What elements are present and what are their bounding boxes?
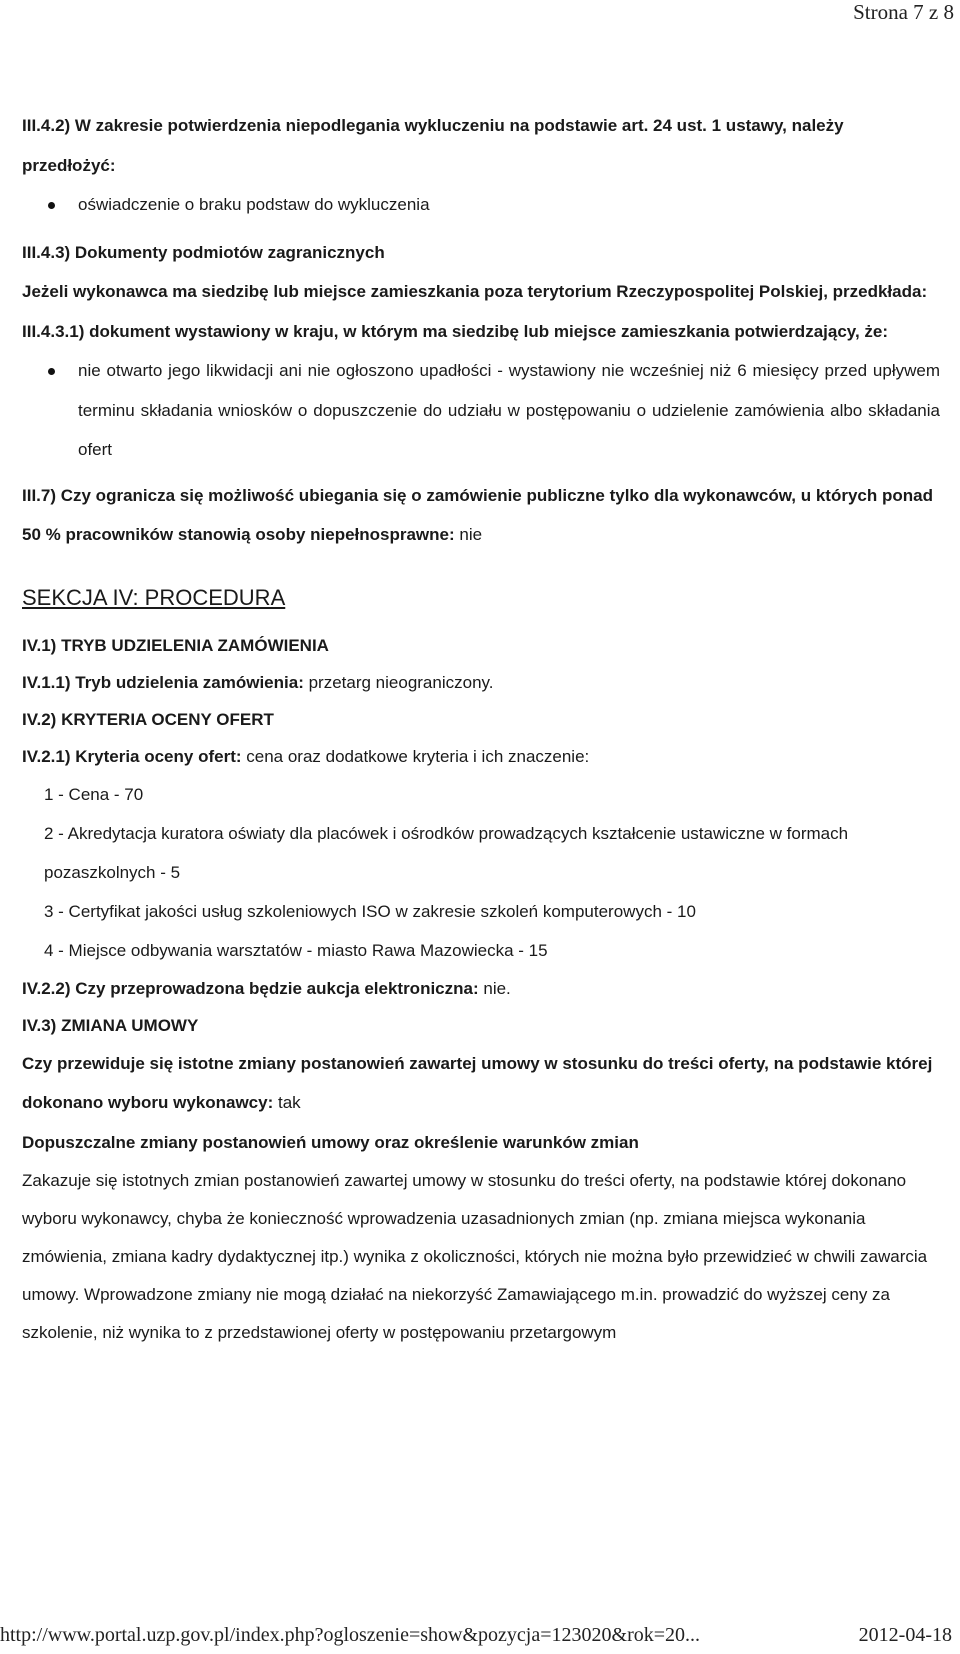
field: IV.1.1) Tryb udzielenia zamówienia: przetarg nieograniczony. <box>22 672 494 692</box>
paragraph: Jeżeli wykonawca ma siedzibę lub miejsce zamieszkania poza terytorium Rzeczypospolitej Polskiej, przedkłada: <box>22 282 928 301</box>
question: III.7) Czy ogranicza się możliwość ubiegania się o zamówienie publiczne tylko dla wykonawców, u których ponad 50 % pracowników stanowią osoby niepełnosprawne: nie <box>22 485 933 544</box>
section-heading: III.4.3) Dokumenty podmiotów zagranicznych <box>22 242 385 262</box>
list-item: 3 - Certyfikat jakości usług szkoleniowych ISO w zakresie szkoleń komputerowych - 10 <box>44 901 696 921</box>
page-number: Strona 7 z 8 <box>853 0 954 24</box>
list-item: 2 - Akredytacja kuratora oświaty dla placówek i ośrodków prowadzących kształcenie ustawiczne w formach pozaszkolnych - 5 <box>44 823 849 882</box>
question: Czy przewiduje się istotne zmiany postanowień zawartej umowy w stosunku do treści oferty, na podstawie której dokonano wyboru wykonawcy: tak <box>22 1053 933 1112</box>
page-footer <box>0 1624 952 1647</box>
document-body <box>22 106 940 1352</box>
field: IV.2.2) Czy przeprowadzona będzie aukcja elektroniczna: nie. <box>22 978 511 998</box>
bullet-icon <box>48 202 55 209</box>
sub-heading: III.4.3.1) dokument wystawiony w kraju, w którym ma siedzibę lub miejsce zamieszkania potwierdzający, że: <box>22 321 889 341</box>
print-date: 2012-04-18 <box>858 1624 952 1646</box>
section-heading: III.4.2) W zakresie potwierdzenia niepodlegania wykluczeniu na podstawie art. 24 ust. 1 ustawy, należy przedłożyć: <box>22 116 844 175</box>
section-heading: IV.2) KRYTERIA OCENY OFERT <box>22 709 274 729</box>
list-item: oświadczenie o braku podstaw do wykluczenia <box>48 185 940 225</box>
section-heading: IV.3) ZMIANA UMOWY <box>22 1015 199 1035</box>
field: IV.2.1) Kryteria oceny ofert: cena oraz dodatkowe kryteria i ich znaczenie: <box>22 746 590 766</box>
list-item: 1 - Cena - 70 <box>44 784 144 804</box>
criteria-list <box>22 775 940 970</box>
sub-heading: Dopuszczalne zmiany postanowień umowy oraz określenie warunków zmian <box>22 1132 639 1152</box>
section-heading: IV.1) TRYB UDZIELENIA ZAMÓWIENIA <box>22 635 329 655</box>
list-item: 4 - Miejsce odbywania warsztatów - miasto Rawa Mazowiecka - 15 <box>44 940 548 960</box>
bullet-icon <box>48 368 55 375</box>
bullet-list <box>22 185 940 225</box>
source-url: http://www.portal.uzp.gov.pl/index.php?ogloszenie=show&pozycja=123020&rok=20... <box>0 1624 701 1646</box>
bullet-list <box>22 351 940 470</box>
paragraph: Zakazuje się istotnych zmian postanowień zawartej umowy w stosunku do treści oferty, na podstawie której dokonano wyboru wykonawcy, chyba że konieczność wprowadzenia uzasadnionych zmian (np. zmiana miejsca wykonania zmówienia, zmiana kadry dydaktycznej itp.) wynika z okoliczności, których nie można było przewidzieć w chwili zawarcia umowy. Wprowadzone zmiany nie mogą działać na niekorzyść Zamawiającego m.in. prowadzić do wyższej ceny za szkolenie, niż wynika to z przedstawionej oferty w postępowaniu przetargowym <box>22 1171 928 1342</box>
list-item: nie otwarto jego likwidacji ani nie ogłoszono upadłości - wystawiony nie wcześniej niż 6 miesięcy przed upływem terminu składania wniosków o dopuszczenie do udziału w postępowaniu o udzielenie zamówienia albo składania ofert <box>48 351 940 470</box>
section-title: SEKCJA IV: PROCEDURA <box>22 584 286 610</box>
